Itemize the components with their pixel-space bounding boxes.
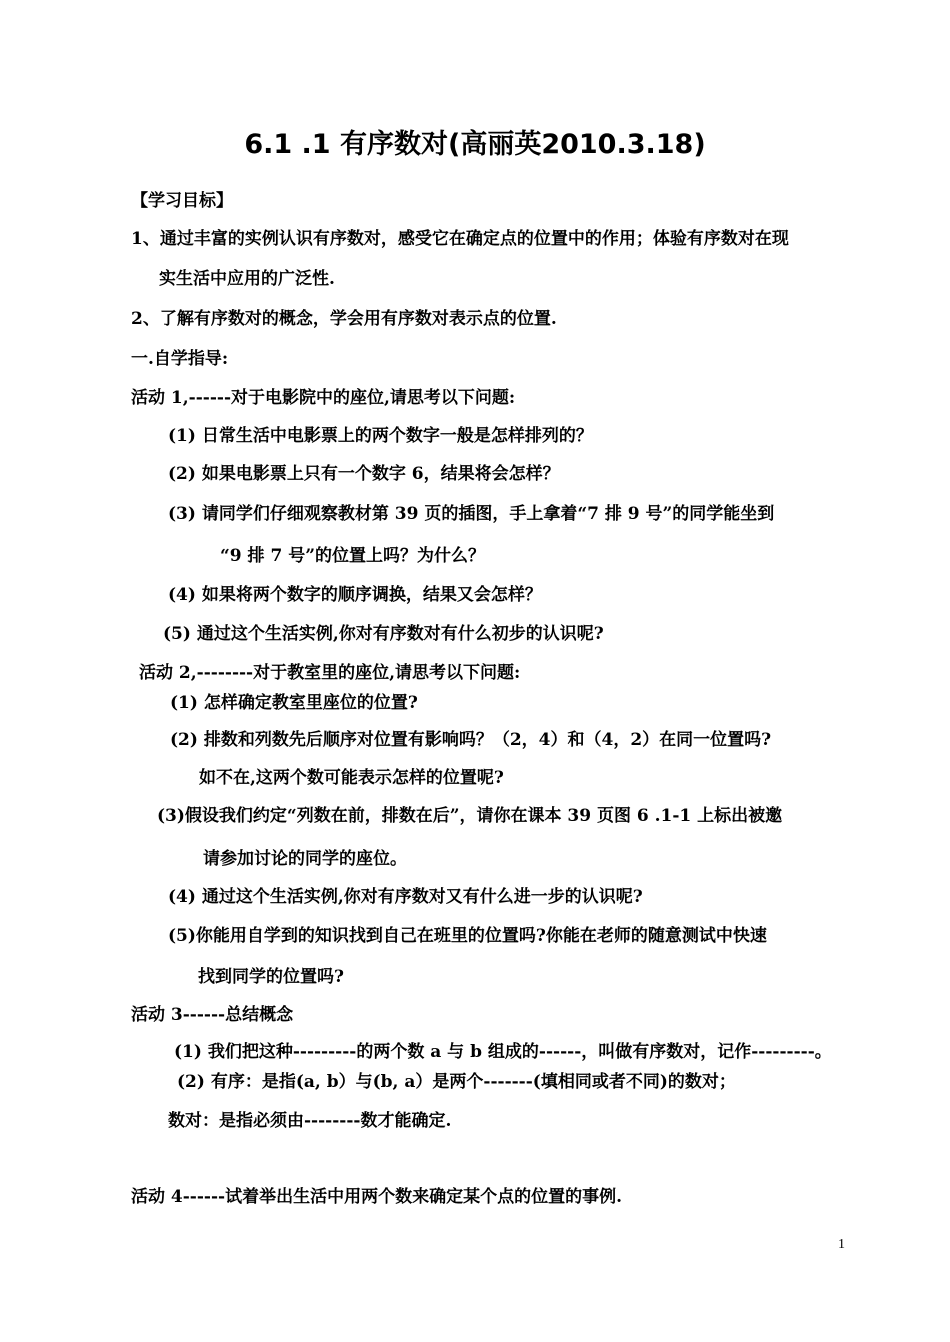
- page-number: 1: [838, 1237, 845, 1252]
- activity1-item: (1) 日常生活中电影票上的两个数字一般是怎样排列的？: [168, 426, 593, 446]
- activity4-heading: 活动 4------试着举出生活中用两个数来确定某个点的位置的事例.: [131, 1187, 622, 1207]
- activity2-item: (3)假设我们约定“列数在前，排数在后”，请你在课本 39 页图 6 .1-1 上标出被邀: [157, 806, 783, 826]
- objective-line: 实生活中应用的广泛性.: [159, 269, 335, 289]
- activity2-item: (4) 通过这个生活实例,你对有序数对又有什么进一步的认识呢?: [168, 887, 643, 907]
- activity1-item: (2) 如果电影票上只有一个数字 6，结果将会怎样？: [168, 464, 560, 484]
- activity2-item: (2) 排数和列数先后顺序对位置有影响吗？（2，4）和（4，2）在同一位置吗?: [170, 730, 772, 750]
- section-header: 一.自学指导:: [131, 349, 229, 369]
- activity2-item: (5)你能用自学到的知识找到自己在班里的位置吗?你能在老师的随意测试中快速: [168, 926, 767, 946]
- activity1-item: (4) 如果将两个数字的顺序调换，结果又会怎样？: [168, 585, 542, 605]
- activity1-item: (5) 通过这个生活实例,你对有序数对有什么初步的认识呢?: [163, 624, 604, 644]
- activity2-item: 请参加讨论的同学的座位。: [203, 849, 407, 869]
- activity2-item: (1) 怎样确定教室里座位的位置?: [170, 693, 418, 713]
- activity1-heading: 活动 1,------对于电影院中的座位,请思考以下问题:: [131, 388, 516, 408]
- page-title: 6.1 .1 有序数对(高丽英2010.3.18): [244, 129, 706, 160]
- activity3-item: 数对：是指必须由--------数才能确定.: [168, 1111, 452, 1131]
- objectives-header: 【学习目标】: [131, 191, 233, 211]
- activity3-heading: 活动 3------总结概念: [131, 1005, 294, 1025]
- activity2-heading: 活动 2,--------对于教室里的座位,请思考以下问题:: [139, 663, 521, 683]
- objective-line: 2、了解有序数对的概念，学会用有序数对表示点的位置.: [131, 309, 557, 329]
- activity2-item: 找到同学的位置吗?: [198, 967, 344, 987]
- activity1-item: “9 排 7 号”的位置上吗？为什么？: [220, 546, 485, 566]
- activity2-item: 如不在,这两个数可能表示怎样的位置呢?: [199, 768, 504, 788]
- activity3-item: (1) 我们把这种---------的两个数 a 与 b 组成的------，叫做有序数对，记作---------。: [174, 1042, 832, 1062]
- activity1-item: (3) 请同学们仔细观察教材第 39 页的插图，手上拿着“7 排 9 号”的同学能坐到: [168, 504, 775, 524]
- activity3-item: (2) 有序：是指(a, b）与(b, a）是两个-------(填相同或者不同)的数对；: [177, 1072, 736, 1092]
- objective-line: 1、通过丰富的实例认识有序数对，感受它在确定点的位置中的作用；体验有序数对在现: [131, 229, 789, 249]
